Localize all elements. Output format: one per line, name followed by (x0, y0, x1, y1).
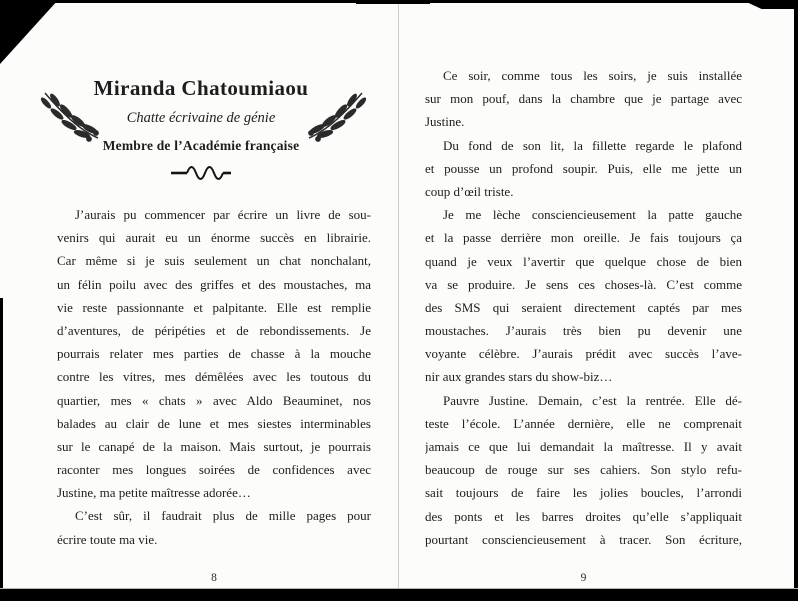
body-text-line: voyante célèbre. J’aurais prédit avec succès l’ave- (425, 346, 742, 362)
body-text-line: un félin poilu avec des griffes et des moustaches, ma (57, 276, 371, 292)
body-text-line: pourtant consciencieusement à tracer. Son écriture, (425, 531, 742, 547)
page-number: 9 (580, 572, 587, 584)
gutter-shadow (398, 3, 399, 589)
author-subtitle: Chatte écrivaine de génie (126, 110, 276, 126)
body-text-line: Car même si je suis seulement un chat nonchalant, (57, 253, 371, 269)
chapter-header (44, 76, 358, 154)
body-text-line: et la passe derrière mon oreille. Je fais toujours ça (425, 230, 742, 246)
body-text-line: coup d’œil triste. (425, 183, 514, 199)
body-text-line: va se produire. Je sens ces choses-là. C’est comme (425, 276, 742, 292)
body-text-line: teste l’école. L’année dernière, elle ne comprenait (425, 415, 742, 431)
body-text-line: quartier, mes « chats » avec Aldo Beauminet, nos (57, 392, 371, 408)
scan-corner-top-right (742, 0, 798, 9)
body-text-line: nir aux grandes stars du show-biz… (425, 369, 613, 385)
body-text-line: balades au clair de lune et mes siestes interminables (57, 415, 371, 431)
scan-corner-top-left (0, 0, 58, 64)
scan-edge-left (0, 298, 3, 601)
body-text-line: des ponts et les barres droites qu’elle s’appliquait (425, 508, 742, 524)
body-text-line: vie reste passionnante et palpitante. Elle est remplie (57, 299, 371, 315)
body-text-line: sur mon pouf, dans la chambre que je partage avec (425, 91, 742, 107)
body-text-line: pourrais relater mes parties de chasse à la mouche (57, 346, 371, 362)
body-text-line: Du fond de son lit, la fillette regarde le plafond (443, 137, 742, 153)
right-page (425, 0, 742, 601)
body-text-line: Justine, ma petite maîtresse adorée… (57, 485, 251, 501)
body-text-line: raconter mes longues soirées de confidences avec (57, 462, 371, 478)
body-text-line: beaucoup de rouge sur ses cahiers. Son stylo refu- (425, 462, 742, 478)
body-text-line: Pauvre Justine. Demain, c’est la rentrée. Elle dé- (443, 392, 742, 408)
body-text-line: quand je veux l’avertir que quelque chose de bien (425, 253, 742, 269)
author-title: Miranda Chatoumiaou (93, 76, 309, 100)
body-text-line: contre les vitres, mes démêlées avec les toutous du (57, 369, 371, 385)
page-number: 8 (211, 572, 217, 584)
body-text-line: Je me lèche consciencieusement la patte gauche (443, 207, 742, 223)
body-text-line: moustaches. J’aurais très bien pu devenir une (425, 323, 742, 339)
page-body (57, 203, 371, 551)
body-text-line: Ce soir, comme tous les soirs, je suis installée (443, 68, 742, 83)
body-text-line: venirs qui aurait eu un énorme succès en librairie. (57, 230, 371, 246)
body-text-line: et pousse un profond soupir. Puis, elle me jette un (425, 160, 742, 176)
body-text-line: des SMS qui seraient directement captés par mes (425, 299, 742, 315)
body-text-line: Justine. (425, 114, 465, 130)
author-affiliation: Membre de l’Académie française (102, 138, 300, 153)
body-text-line: sait toujours de faire les jolies boucles, l’arrondi (425, 485, 742, 501)
body-text-line: jamais ce que lui demandait la maîtresse. Il y avait (425, 439, 742, 454)
page-body (425, 64, 742, 551)
body-text-line: J’aurais pu commencer par écrire un livre de sou- (75, 207, 371, 222)
scan-edge-right (794, 0, 798, 601)
body-text-line: d’aventures, de péripéties et de rebondissements. Je (57, 322, 371, 338)
body-text-line: C’est sûr, il faudrait plus de mille pages pour (75, 508, 371, 524)
left-page (57, 0, 371, 601)
body-text-line: écrire toute ma vie. (57, 531, 158, 547)
section-divider-icon (44, 164, 358, 187)
body-text-line: sur le canapé de la maison. Mais surtout, je pourrais (57, 438, 371, 454)
